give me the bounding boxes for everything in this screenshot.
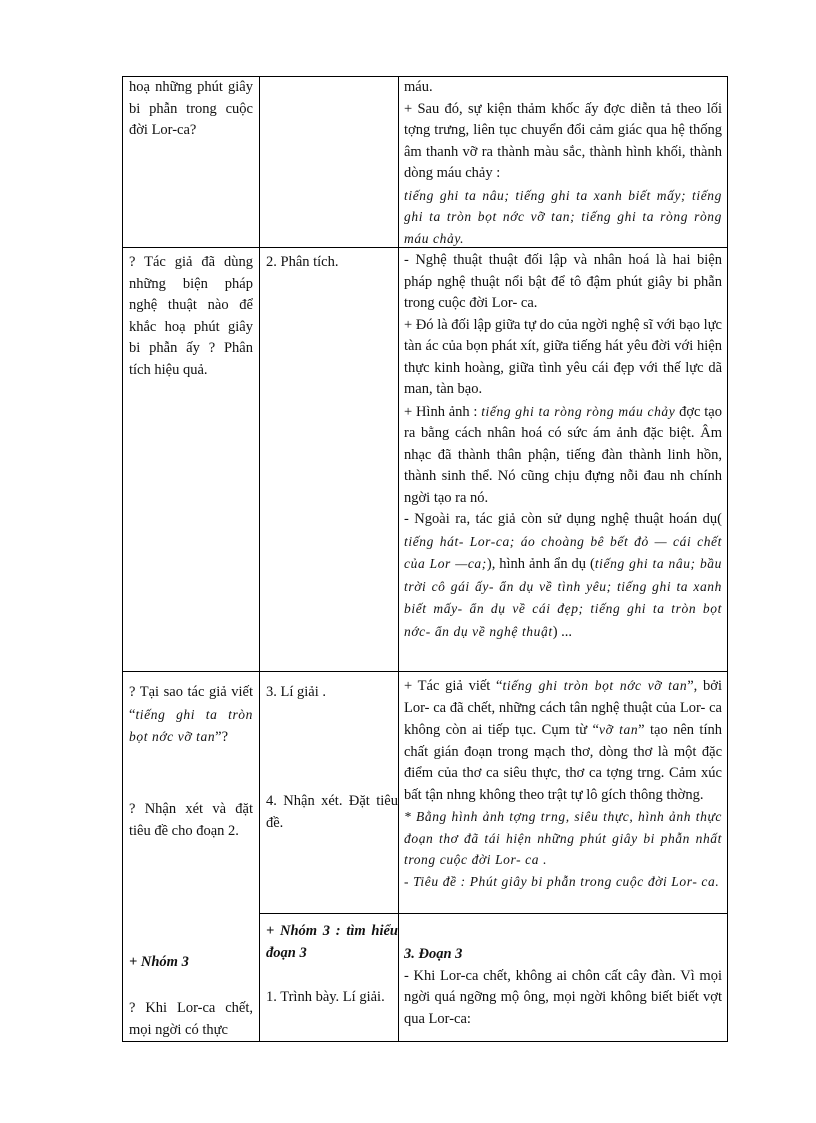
answer-block — [404, 944, 722, 1030]
answer-text: + Đó là đối lập giữa tự do của ngời nghệ sĩ với bạo lực tàn ác của bọn phát xít, giữa tiếng hát yêu đời với hiện thực kinh hoàng, giữa tình yêu cái đẹp với thế lực dã man, tàn bạo. — [404, 316, 722, 397]
answer-text: - Ngoài ra, tác giả còn sử dụng nghệ thuật hoán dụ( — [404, 511, 722, 527]
answer-text: - Khi Lor-ca chết, không ai chôn cất cây đàn. Vì mọi ngời quá ngỡng mộ ông, mọi ngời không biết biết vợt qua Lor-ca: — [404, 967, 722, 1027]
question-text: ? Tác giả đã dùng những biện pháp nghệ thuật nào để khắc hoạ phút giây bi phẫn ấy ? Phân tích hiệu quả. — [129, 254, 253, 378]
lesson-table — [122, 76, 728, 1042]
answer-text — [404, 509, 722, 643]
answer-text: ) ... — [552, 623, 573, 640]
quoted-verse: tiếng ghi ta nâu; bầu trời cô gái ấy- ẩn dụ về tình yêu; tiếng ghi ta xanh biết mấy- ẩn dụ về cái đẹp; tiếng ghi ta tròn bọt nớc- ẩn dụ về nghệ thuật — [404, 556, 722, 639]
answer-block — [404, 675, 722, 892]
section-heading: 3. Đoạn 3 — [404, 946, 463, 962]
answer-text — [404, 675, 722, 806]
step-label: 2. Phân tích. — [266, 254, 339, 270]
answer-text: - Nghệ thuật thuật đối lập và nhân hoá là hai biện pháp nghệ thuật nổi bật để tô đậm phút giây bi phẫn trong cuộc đời Lor- ca. — [404, 252, 722, 311]
row-divider — [123, 671, 727, 672]
answer-text: ” tạo nên tính chất gián đoạn trong mạch thơ, dòng thơ là một đặc điểm của thơ ca siêu thực, thơ ca tợng trng. Cảm xúc bất tận nhng không theo trật tự lô gích thông thờng. — [404, 722, 722, 803]
summary-text: * Bằng hình ảnh tợng trng, siêu thực, hình ảnh thực đoạn thơ đã tái hiện những phút giây bi phẫn nhất trong cuộc đời Lor- ca . — [404, 809, 722, 867]
column-divider — [398, 77, 399, 1041]
answer-text: + Tác giả viết “ — [404, 678, 503, 694]
quoted-verse: tiếng ghi ta tròn bọt nớc vỡ tan — [129, 706, 253, 744]
answer-block — [404, 77, 722, 249]
answer-text: máu. — [404, 79, 433, 95]
section-title-text: - Tiêu đề : Phút giây bi phẫn trong cuộc đời Lor- ca. — [404, 873, 720, 889]
quoted-verse: tiếng ghi ta ròng ròng máu chảy — [481, 403, 676, 419]
question-text: ? Tại sao tác giả viết “ — [129, 684, 253, 723]
question-text: hoạ những phút giây bi phẫn trong cuộc đời Lor-ca? — [129, 79, 253, 138]
group-label: + Nhóm 3 : tìm hiểu đoạn 3 — [266, 923, 398, 961]
quoted-verse: tiếng hát- Lor-ca; áo choàng bê bết đỏ — cái chết của Lor —ca; — [404, 533, 722, 571]
column-divider — [259, 77, 260, 1041]
answer-text: + Hình ảnh : — [404, 403, 478, 420]
step-label: 3. Lí giải . — [266, 684, 327, 700]
step-label: 1. Trình bày. Lí giải. — [266, 989, 385, 1005]
question-text: ? Nhận xét và đặt tiêu đề cho đoạn 2. — [129, 801, 253, 839]
answer-text: ”, bởi Lor- ca đã chết, những cách tân nghệ thuật của Lor- ca không còn ai tiếp tục. Cụm từ “ — [404, 678, 722, 738]
step-label: 4. Nhận xét. Đặt tiêu đề. — [266, 793, 398, 831]
answer-text — [404, 401, 722, 510]
question-text — [129, 682, 253, 749]
row-divider — [259, 913, 727, 914]
answer-block — [404, 250, 722, 643]
answer-text: đợc tạo ra bằng cách nhân hoá có sức ám ảnh đặc biệt. Âm nhạc đã thành thân phận, tiếng đàn thành linh hồn, thành sinh thể. Nó cũng chịu đựng nỗi đau nh chính ngời tạo ra nó. — [404, 403, 722, 506]
question-text: ? Khi Lor-ca chết, mọi ngời có thực — [129, 1000, 253, 1038]
quoted-verse: tiếng ghi tròn bọt nớc vỡ tan — [502, 678, 688, 693]
quoted-verse: vỡ tan — [598, 722, 639, 737]
group-label: + Nhóm 3 — [129, 954, 189, 970]
question-text: ”? — [215, 729, 229, 745]
answer-text: + Sau đó, sự kiện thảm khốc ấy đợc diễn tả theo lối tợng trưng, liên tục chuyển đổi cảm giác qua hệ thống âm thanh vỡ ra thành màu sắc, thành hình khối, thành dòng máu chảy : — [404, 100, 722, 181]
answer-text: ), hình ảnh ẩn dụ ( — [486, 556, 595, 572]
quoted-verse: tiếng ghi ta nâu; tiếng ghi ta xanh biết mấy; tiếng ghi ta tròn bọt nớc vỡ tan; tiếng ghi ta ròng ròng máu chảy. — [404, 187, 722, 246]
